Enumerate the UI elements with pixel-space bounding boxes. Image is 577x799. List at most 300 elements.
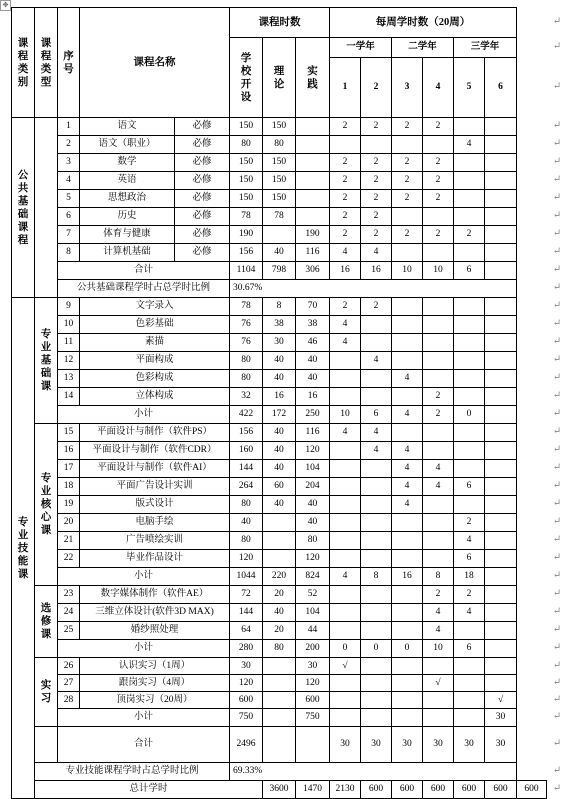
row-end-mark-icon: ↵: [552, 516, 562, 527]
term-hours-cell: 2: [330, 172, 361, 190]
term-hours-cell: 2: [361, 190, 392, 208]
term-hours-cell: [361, 514, 392, 532]
term-hours-cell: [485, 496, 517, 514]
table-row: [12, 406, 547, 424]
school-hours-cell: 32: [230, 388, 263, 406]
term-hours-cell: [361, 532, 392, 550]
row-end-mark-icon: ↵: [552, 711, 562, 722]
table-row: [12, 658, 547, 675]
term-hours-cell: [454, 460, 485, 478]
term-hours-cell: [361, 136, 392, 154]
term-hours-cell: 2: [361, 208, 392, 226]
header-school: [230, 38, 263, 118]
table-anchor-icon[interactable]: ✥: [0, 0, 11, 11]
practice-hours-cell: 30: [296, 658, 330, 675]
row-end-mark-icon: ↵: [552, 282, 562, 293]
term-hours-cell: 4: [361, 424, 392, 442]
term-hours-cell: 4: [392, 460, 423, 478]
subtotal-label: 小计: [58, 640, 230, 658]
term-hours-cell: 18: [454, 568, 485, 586]
term-hours-cell: 2: [423, 190, 454, 208]
table-row: [12, 154, 547, 172]
school-hours-cell: 120: [230, 550, 263, 568]
practice-hours-cell: 200: [296, 640, 330, 658]
term-hours-cell: [454, 388, 485, 406]
term-hours-cell: [423, 136, 454, 154]
term-hours-cell: [392, 550, 423, 568]
school-hours-cell: 600: [230, 692, 263, 709]
category-public-label: [12, 169, 34, 247]
term-hours-cell: [423, 244, 454, 262]
table-row: [12, 514, 547, 532]
term-hours-cell: 2: [392, 172, 423, 190]
course-name-cell: 立体构成: [80, 388, 230, 406]
term-hours-cell: [485, 190, 517, 208]
term-hours-cell: 8: [423, 568, 454, 586]
school-hours-cell: 76: [230, 316, 263, 334]
vertical-char: 专: [40, 329, 52, 340]
theory-hours-cell: 150: [263, 190, 296, 208]
course-name-cell: 计算机基础: [80, 244, 175, 262]
seq-cell: 11: [58, 334, 80, 352]
term-hours-cell: 4: [330, 424, 361, 442]
practice-hours-cell: 600: [296, 692, 330, 709]
term-hours-cell: [485, 406, 517, 424]
school-hours-cell: 150: [230, 118, 263, 136]
practice-hours-cell: 116: [296, 424, 330, 442]
practice-hours-cell: 46: [296, 334, 330, 352]
theory-hours-cell: 78: [263, 208, 296, 226]
practice-hours-cell: 70: [296, 298, 330, 316]
course-name-cell: 色彩构成: [80, 370, 230, 388]
seq-cell: 18: [58, 478, 80, 496]
theory-hours-cell: [263, 514, 296, 532]
header-hours: 课程时数: [230, 8, 330, 38]
row-end-mark-icon: ↵: [552, 210, 562, 221]
practice-hours-cell: 306: [296, 262, 330, 280]
vertical-char: 实: [307, 65, 318, 77]
term-hours-cell: 4: [454, 136, 485, 154]
theory-hours-cell: 40: [263, 496, 296, 514]
header-type: [35, 8, 58, 118]
table-row: [12, 586, 547, 604]
vertical-char: 课: [17, 221, 29, 233]
term-hours-cell: [454, 496, 485, 514]
term-hours-cell: [423, 550, 454, 568]
term-hours-cell: [454, 352, 485, 370]
vertical-char: 理: [273, 65, 285, 77]
school-hours-cell: 422: [230, 406, 263, 424]
term-hours-cell: [454, 622, 485, 640]
term-hours-cell: [361, 586, 392, 604]
term-hours-cell: [423, 496, 454, 514]
seq-cell: 9: [58, 298, 80, 316]
course-name-cell: 思想政治: [80, 190, 175, 208]
row-end-mark-icon: ↵: [552, 264, 562, 275]
table-row: [12, 622, 547, 640]
school-hours-cell: 160: [230, 442, 263, 460]
school-hours-cell: 190: [230, 226, 263, 244]
row-end-mark-icon: ↵: [552, 498, 562, 509]
term-hours-cell: 2: [330, 118, 361, 136]
table-row: [12, 604, 547, 622]
term-hours-cell: 2: [330, 226, 361, 244]
term-hours-cell: [361, 334, 392, 352]
theory-hours-cell: [263, 692, 296, 709]
term-hours-cell: 4: [392, 442, 423, 460]
table-row: [12, 352, 547, 370]
theory-hours-cell: 16: [263, 388, 296, 406]
seq-cell: 27: [58, 675, 80, 692]
vertical-char: 业: [40, 342, 52, 353]
term-hours-cell: 4: [330, 568, 361, 586]
header-term: 3: [392, 58, 423, 118]
school-hours-cell: 64: [230, 622, 263, 640]
theory-hours-cell: 20: [263, 622, 296, 640]
term-hours-cell: [485, 316, 517, 334]
table-row: [12, 692, 547, 709]
vertical-char: 别: [17, 76, 29, 88]
theory-hours-cell: 60: [263, 478, 296, 496]
school-hours-cell: 3600: [263, 781, 296, 799]
vertical-char: 设: [240, 91, 252, 103]
practice-hours-cell: 52: [296, 586, 330, 604]
table-row: [12, 727, 547, 763]
table-row: [12, 388, 547, 406]
vertical-char: 程: [17, 234, 29, 246]
header-seq: [58, 8, 80, 118]
course-name-cell: 体育与健康: [80, 226, 175, 244]
vertical-char: 专: [17, 516, 29, 528]
seq-cell: 21: [58, 532, 80, 550]
school-hours-cell: 80: [230, 532, 263, 550]
header-term: 4: [423, 58, 454, 118]
term-hours-cell: 2: [361, 118, 392, 136]
row-end-mark-icon: ↵: [552, 624, 562, 635]
row-end-mark-icon: ↵: [552, 765, 562, 776]
theory-hours-cell: 40: [263, 460, 296, 478]
term-hours-cell: 30: [485, 727, 517, 763]
term-hours-cell: 4: [330, 334, 361, 352]
table-row: [12, 442, 547, 460]
theory-hours-cell: 150: [263, 154, 296, 172]
school-hours-cell: 80: [230, 136, 263, 154]
school-hours-cell: 144: [230, 460, 263, 478]
term-hours-cell: [423, 352, 454, 370]
ratio-value: 30.67%: [230, 280, 517, 298]
school-hours-cell: 76: [230, 334, 263, 352]
vertical-char: 程: [17, 50, 29, 62]
term-hours-cell: [454, 154, 485, 172]
term-hours-cell: 0: [330, 640, 361, 658]
row-end-mark-icon: ↵: [552, 676, 562, 688]
term-hours-cell: 4: [423, 604, 454, 622]
term-hours-cell: 600: [361, 781, 392, 799]
seq-cell: 25: [58, 622, 80, 640]
practice-hours-cell: [296, 172, 330, 190]
term-hours-cell: [392, 532, 423, 550]
practice-hours-cell: 40: [296, 514, 330, 532]
row-end-mark-icon: ↵: [552, 693, 562, 705]
term-hours-cell: 4: [454, 604, 485, 622]
term-hours-cell: 2: [330, 154, 361, 172]
term-hours-cell: 6: [454, 262, 485, 280]
vertical-char: 基: [17, 195, 29, 207]
theory-hours-cell: 40: [263, 424, 296, 442]
practice-hours-cell: [296, 190, 330, 208]
seq-cell: 8: [58, 244, 80, 262]
course-name-cell: 平面广告设计实训: [80, 478, 230, 496]
term-hours-cell: 4: [330, 244, 361, 262]
school-hours-cell: 156: [230, 424, 263, 442]
term-hours-cell: [392, 658, 423, 675]
term-hours-cell: 2: [454, 586, 485, 604]
table-row: [12, 675, 547, 692]
term-hours-cell: 600: [517, 781, 547, 799]
table-row: [12, 244, 547, 262]
term-hours-cell: [392, 692, 423, 709]
school-hours-cell: 78: [230, 298, 263, 316]
vertical-char: 公: [17, 169, 29, 181]
term-hours-cell: [392, 675, 423, 692]
term-hours-cell: [454, 334, 485, 352]
row-end-mark-icon: ↵: [552, 480, 562, 491]
theory-hours-cell: 8: [263, 298, 296, 316]
vertical-char: 型: [40, 76, 52, 88]
seq-cell: 20: [58, 514, 80, 532]
term-hours-cell: [485, 370, 517, 388]
course-name-cell: 语文（职业）: [80, 136, 175, 154]
curriculum-table: [11, 7, 547, 799]
seq-cell: 10: [58, 316, 80, 334]
practice-hours-cell: 204: [296, 478, 330, 496]
table-row: [12, 550, 547, 568]
vertical-char: 学: [240, 52, 252, 64]
row-end-mark-icon: ↵: [552, 426, 562, 437]
course-name-cell: 数字媒体制作（软件AE）: [80, 586, 230, 604]
term-hours-cell: 16: [361, 262, 392, 280]
term-hours-cell: [485, 136, 517, 154]
seq-cell: 5: [58, 190, 80, 208]
term-hours-cell: 2: [392, 226, 423, 244]
term-hours-cell: [423, 208, 454, 226]
category-professional-label: [12, 516, 34, 581]
course-name-cell: 广告喷绘实训: [80, 532, 230, 550]
theory-hours-cell: 150: [263, 172, 296, 190]
header-term: 1: [330, 58, 361, 118]
seq-cell: 6: [58, 208, 80, 226]
term-hours-cell: 2: [330, 190, 361, 208]
row-end-mark-icon: ↵: [552, 354, 562, 365]
term-hours-cell: [485, 352, 517, 370]
vertical-char: 类: [17, 63, 29, 75]
row-end-mark-icon: ↵: [552, 120, 562, 131]
table-row: [12, 334, 547, 352]
header-year1: 一学年: [330, 38, 392, 58]
term-hours-cell: 2: [361, 226, 392, 244]
table-row: [12, 226, 547, 244]
header-category: [12, 8, 35, 118]
row-end-mark-icon: ↵: [552, 300, 562, 311]
theory-hours-cell: 80: [263, 640, 296, 658]
table-row: [12, 568, 547, 586]
table-row: [12, 136, 547, 154]
practice-hours-cell: [296, 154, 330, 172]
term-hours-cell: 4: [361, 244, 392, 262]
seq-cell: 4: [58, 172, 80, 190]
course-name-cell: 顶岗实习（20周）: [80, 692, 230, 709]
requirement-cell: 必修: [175, 226, 230, 244]
table-row: [12, 640, 547, 658]
term-hours-cell: 4: [392, 478, 423, 496]
course-name-cell: 电脑手绘: [80, 514, 230, 532]
term-hours-cell: [485, 550, 517, 568]
term-hours-cell: [454, 316, 485, 334]
term-hours-cell: [454, 370, 485, 388]
row-end-mark-icon: ↵: [552, 462, 562, 473]
practice-hours-cell: 16: [296, 388, 330, 406]
row-end-mark-icon: ↵: [552, 336, 562, 347]
term-hours-cell: [454, 658, 485, 675]
term-hours-cell: [361, 675, 392, 692]
practice-hours-cell: 120: [296, 550, 330, 568]
vertical-char: 校: [240, 65, 252, 77]
type-basic-label: [35, 328, 57, 393]
theory-hours-cell: 220: [263, 568, 296, 586]
term-hours-cell: 2: [423, 118, 454, 136]
term-hours-cell: [454, 190, 485, 208]
practice-hours-cell: 40: [296, 496, 330, 514]
row-end-mark-icon: ↵: [552, 659, 562, 671]
requirement-cell: 必修: [175, 208, 230, 226]
term-hours-cell: [392, 514, 423, 532]
term-hours-cell: [361, 709, 392, 727]
term-hours-cell: [330, 709, 361, 727]
term-hours-cell: [454, 244, 485, 262]
vertical-char: 选: [40, 603, 52, 614]
term-hours-cell: [392, 136, 423, 154]
practice-hours-cell: 824: [296, 568, 330, 586]
seq-cell: 19: [58, 496, 80, 514]
theory-hours-cell: [263, 709, 296, 727]
term-hours-cell: [423, 424, 454, 442]
term-hours-cell: 2: [454, 226, 485, 244]
term-hours-cell: [485, 532, 517, 550]
term-hours-cell: [330, 675, 361, 692]
course-name-cell: 历史: [80, 208, 175, 226]
term-hours-cell: [485, 675, 517, 692]
term-hours-cell: 4: [454, 532, 485, 550]
term-hours-cell: [485, 514, 517, 532]
header-year2: 二学年: [392, 38, 454, 58]
table-row: [12, 496, 547, 514]
school-hours-cell: 150: [230, 172, 263, 190]
term-hours-cell: [330, 442, 361, 460]
vertical-char: 类: [40, 63, 52, 75]
term-hours-cell: 6: [454, 478, 485, 496]
term-hours-cell: [392, 388, 423, 406]
school-hours-cell: 150: [230, 154, 263, 172]
seq-cell: 24: [58, 604, 80, 622]
term-hours-cell: [392, 316, 423, 334]
row-end-mark-icon: ↵: [552, 81, 562, 92]
term-hours-cell: [485, 172, 517, 190]
theory-hours-cell: [263, 727, 296, 763]
term-hours-cell: [485, 424, 517, 442]
term-hours-cell: 6: [361, 406, 392, 424]
ratio-label: 专业技能课程学时占总学时比例: [35, 763, 230, 781]
term-hours-cell: √: [330, 658, 361, 675]
course-name-cell: 毕业作品设计: [80, 550, 230, 568]
row-end-mark-icon: ↵: [552, 228, 562, 239]
table-row: [12, 208, 547, 226]
vertical-char: 能: [17, 555, 29, 567]
term-hours-cell: [392, 424, 423, 442]
seq-cell: 17: [58, 460, 80, 478]
row-end-mark-icon: ↵: [552, 642, 562, 653]
school-hours-cell: 264: [230, 478, 263, 496]
term-hours-cell: 0: [361, 640, 392, 658]
school-hours-cell: 72: [230, 586, 263, 604]
table-row: [12, 370, 547, 388]
term-hours-cell: [454, 692, 485, 709]
term-hours-cell: [423, 658, 454, 675]
practice-hours-cell: 40: [296, 370, 330, 388]
row-end-mark-icon: ↵: [552, 174, 562, 185]
vertical-char: 础: [40, 368, 52, 379]
row-end-mark-icon: ↵: [552, 534, 562, 545]
row-end-mark-icon: ↵: [552, 588, 562, 599]
vertical-char: 修: [40, 616, 52, 627]
total-label: 合计: [58, 727, 230, 763]
term-hours-cell: [485, 640, 517, 658]
practice-hours-cell: 40: [296, 352, 330, 370]
practice-hours-cell: 80: [296, 532, 330, 550]
course-name-cell: 素描: [80, 334, 230, 352]
term-hours-cell: 4: [423, 622, 454, 640]
practice-hours-cell: 104: [296, 604, 330, 622]
table-row: [12, 709, 547, 727]
term-hours-cell: [330, 478, 361, 496]
school-hours-cell: 1044: [230, 568, 263, 586]
term-hours-cell: 16: [330, 262, 361, 280]
vertical-char: 课: [17, 568, 29, 580]
vertical-char: 业: [40, 486, 52, 497]
practice-hours-cell: 2130: [330, 781, 361, 799]
grand-total-label: 总计学时: [35, 781, 263, 799]
course-name-cell: 色彩基础: [80, 316, 230, 334]
course-name-cell: 英语: [80, 172, 175, 190]
term-hours-cell: [485, 658, 517, 675]
vertical-char: 业: [17, 529, 29, 541]
theory-hours-cell: 40: [263, 370, 296, 388]
practice-hours-cell: 38: [296, 316, 330, 334]
term-hours-cell: [392, 208, 423, 226]
term-hours-cell: 2: [361, 172, 392, 190]
practice-hours-cell: [296, 136, 330, 154]
term-hours-cell: [361, 550, 392, 568]
practice-hours-cell: 190: [296, 226, 330, 244]
header-weekly: 每周学时数（20周）: [330, 8, 517, 38]
theory-hours-cell: 1470: [296, 781, 330, 799]
school-hours-cell: 750: [230, 709, 263, 727]
header-term: 6: [485, 58, 517, 118]
vertical-char: 开: [240, 78, 252, 90]
term-hours-cell: 2: [361, 154, 392, 172]
school-hours-cell: 80: [230, 370, 263, 388]
requirement-cell: 必修: [175, 190, 230, 208]
term-hours-cell: 30: [392, 727, 423, 763]
